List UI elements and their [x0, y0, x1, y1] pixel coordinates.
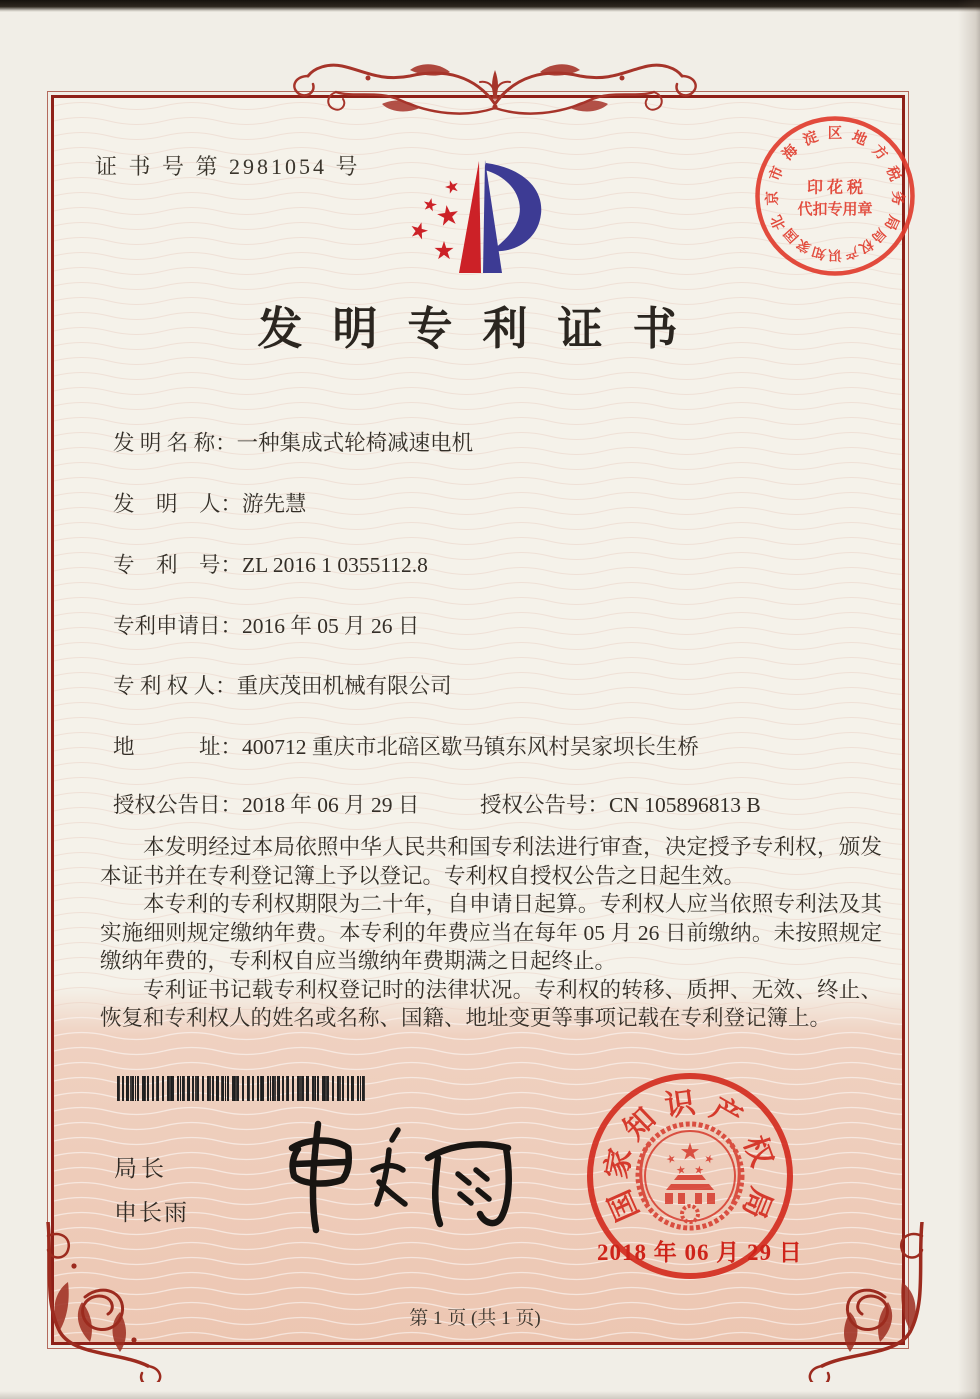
- seal-arc-char: 国: [603, 1184, 646, 1226]
- field-value: 400712 重庆市北碚区歇马镇东风村吴家坝长生桥: [242, 735, 699, 759]
- legal-paragraph: 本发明经过本局依照中华人民共和国专利法进行审查，决定授予专利权，颁发本证书并在专利登记簿上予以登记。专利权自授权公告之日起生效。: [100, 835, 882, 888]
- stamp-arc-char: 北: [768, 212, 790, 233]
- director-name: 申长雨: [114, 1200, 189, 1225]
- field-label: 专 利 号：: [113, 553, 243, 577]
- field-value: ZL 2016 1 0355112.8: [242, 553, 428, 577]
- stamp-arc-char: 局: [868, 225, 889, 246]
- seal-arc-char: 产: [704, 1091, 748, 1136]
- stamp-arc-char: 地: [849, 128, 870, 150]
- stamp-center-text: 印 花 税: [806, 179, 864, 197]
- field-label: 地 址：: [113, 735, 243, 759]
- field-value: 一种集成式轮椅减速电机: [236, 431, 474, 455]
- field-row-address: [113, 730, 699, 761]
- stamp-arc-char: 家: [794, 236, 814, 256]
- stamp-arc-char: 税: [882, 164, 903, 184]
- field-row-filing-date: [113, 609, 419, 640]
- cnipa-logo-icon: [408, 150, 568, 290]
- field-row-patentee: [113, 669, 452, 700]
- director-title: 局长: [114, 1156, 168, 1181]
- seal-arc-char: 权: [737, 1131, 779, 1172]
- stamp-arc-char: 权: [856, 236, 876, 256]
- flourish-ornament-bottom-left: [30, 1222, 180, 1382]
- flourish-ornament-bottom-right: [790, 1222, 940, 1382]
- stamp-arc-char: 区: [827, 126, 843, 142]
- field-label: 发 明 名 称：: [113, 431, 237, 455]
- scan-edge-bottom: [0, 1391, 980, 1399]
- stamp-arc-char: 市: [767, 164, 788, 184]
- seal-arc-char: 家: [600, 1145, 638, 1182]
- field-value: 2018 年 06 月 29 日: [242, 793, 420, 817]
- field-row-grant-number: [480, 788, 761, 819]
- field-label: 专利申请日：: [113, 614, 243, 638]
- field-label: 发 明 人：: [113, 492, 243, 516]
- field-row-invention-name: [113, 426, 473, 457]
- barcode: [117, 1076, 365, 1101]
- page-indicator: 第 1 页 (共 1 页): [409, 1308, 541, 1329]
- stamp-center-text: 代扣专用章: [797, 202, 873, 218]
- seal-date: 2018 年 06 月 29 日: [597, 1240, 803, 1265]
- stamp-arc-char: 务: [888, 190, 906, 206]
- field-label: 授权公告日：: [113, 793, 243, 817]
- field-value: 重庆茂田机械有限公司: [236, 674, 452, 698]
- scan-edge-right: [958, 0, 980, 1399]
- stamp-arc-char: 京: [764, 190, 782, 206]
- field-row-grant-date: [113, 788, 419, 819]
- stamp-arc-char: 海: [779, 142, 802, 164]
- field-row-patent-number: [113, 548, 428, 579]
- stamp-arc-char: 识: [828, 247, 842, 263]
- legal-text-block: [100, 833, 882, 1033]
- stamp-arc-char: 产: [842, 243, 860, 262]
- stamp-arc-char: 国: [781, 225, 802, 246]
- field-label: 授权公告号：: [480, 793, 610, 817]
- seal-arc-char: 识: [662, 1086, 698, 1124]
- stamp-arc-char: 知: [810, 243, 828, 262]
- flourish-ornament-top: [240, 56, 750, 140]
- field-value: CN 105896813 B: [609, 793, 761, 817]
- stamp-arc-char: 淀: [800, 128, 821, 150]
- field-row-inventor: [113, 487, 307, 518]
- certificate-title: 发明专利证书: [257, 304, 708, 354]
- seal-arc-char: 知: [617, 1101, 663, 1147]
- director-signature-icon: [262, 1118, 512, 1238]
- scan-edge-top: [0, 0, 980, 12]
- legal-paragraph: 专利证书记载专利权登记时的法律状况。专利权的转移、质押、无效、终止、恢复和专利权人的姓名或名称、国籍、地址变更等事项记载在专利登记簿上。: [100, 977, 882, 1030]
- national-emblem-icon: [638, 1124, 742, 1228]
- stamp-arc-char: 局: [880, 212, 902, 233]
- certificate-number: 证 书 号 第 2981054 号: [95, 154, 361, 179]
- field-value: 2016 年 05 月 26 日: [242, 614, 420, 638]
- seal-arc-char: 局: [735, 1182, 778, 1224]
- stamp-arc-char: 方: [868, 142, 891, 164]
- field-label: 专 利 权 人：: [113, 674, 237, 698]
- legal-paragraph: 本专利的专利权期限为二十年，自申请日起算。专利权人应当依照专利法及其实施细则规定缴纳年费。本专利的年费应当在每年 05 月 26 日前缴纳。未按照规定缴纳年费的，专利权自应当缴纳年费期满之日起终止。: [100, 892, 882, 973]
- field-value: 游先慧: [242, 492, 307, 516]
- tax-stamp-seal: [750, 111, 920, 281]
